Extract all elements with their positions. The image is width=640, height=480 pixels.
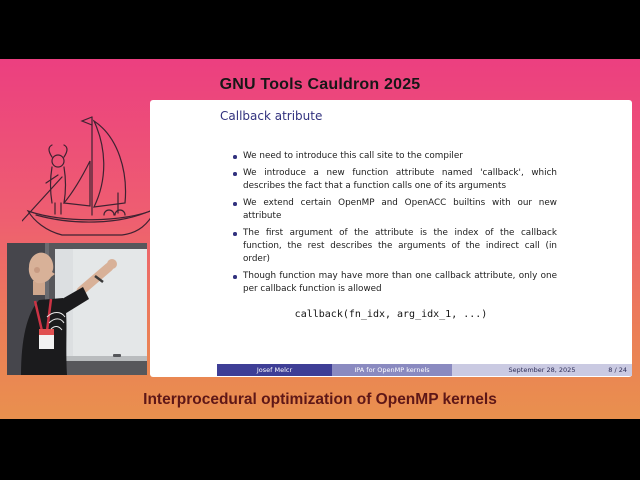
footline-date: September 28, 2025 <box>508 366 576 374</box>
talk-caption: Interprocedural optimization of OpenMP kernels <box>143 391 497 408</box>
bullet-item <box>233 270 557 296</box>
bullet-icon <box>233 172 237 176</box>
bullet-item <box>233 227 557 266</box>
video-content <box>0 59 640 419</box>
bullet-text: We need to introduce this call site to the compiler <box>243 151 463 161</box>
bullet-text: The first argument of the attribute is the index of the callback function, the rest describes the arguments of the indirect call (in order) <box>243 228 557 264</box>
slide-footline <box>150 364 632 376</box>
letterbox-top <box>0 0 640 59</box>
event-title: GNU Tools Cauldron 2025 <box>219 76 421 93</box>
code-snippet: callback(fn_idx, arg_idx_1, ...) <box>294 309 488 320</box>
bullet-list <box>233 150 557 300</box>
bullet-icon <box>233 275 237 279</box>
footline-talk-title: IPA for OpenMP kernels <box>332 364 452 376</box>
footline-author: Josef Melcr <box>217 364 332 376</box>
bullet-text: Though function may have more than one callback attribute, only one per callback function is allowed <box>243 271 557 294</box>
bullet-icon <box>233 155 237 159</box>
footline-date-page <box>452 364 632 376</box>
bullet-icon <box>233 232 237 236</box>
bullet-item <box>233 150 557 163</box>
slide-title: Callback atribute <box>220 109 323 123</box>
footline-page-number: 8 / 24 <box>608 366 627 374</box>
bullet-text: We extend certain OpenMP and OpenACC builtins with our new attribute <box>243 198 557 221</box>
bullet-text: We introduce a new function attribute named 'callback', which describes the fact that a function calls one of its arguments <box>243 168 557 191</box>
presentation-slide <box>150 100 632 377</box>
bullet-item <box>233 167 557 193</box>
speaker-webcam <box>7 243 147 375</box>
cauldron-sailboat-illustration <box>22 103 162 243</box>
bullet-item <box>233 197 557 223</box>
letterbox-bottom <box>0 419 640 480</box>
bullet-icon <box>233 202 237 206</box>
